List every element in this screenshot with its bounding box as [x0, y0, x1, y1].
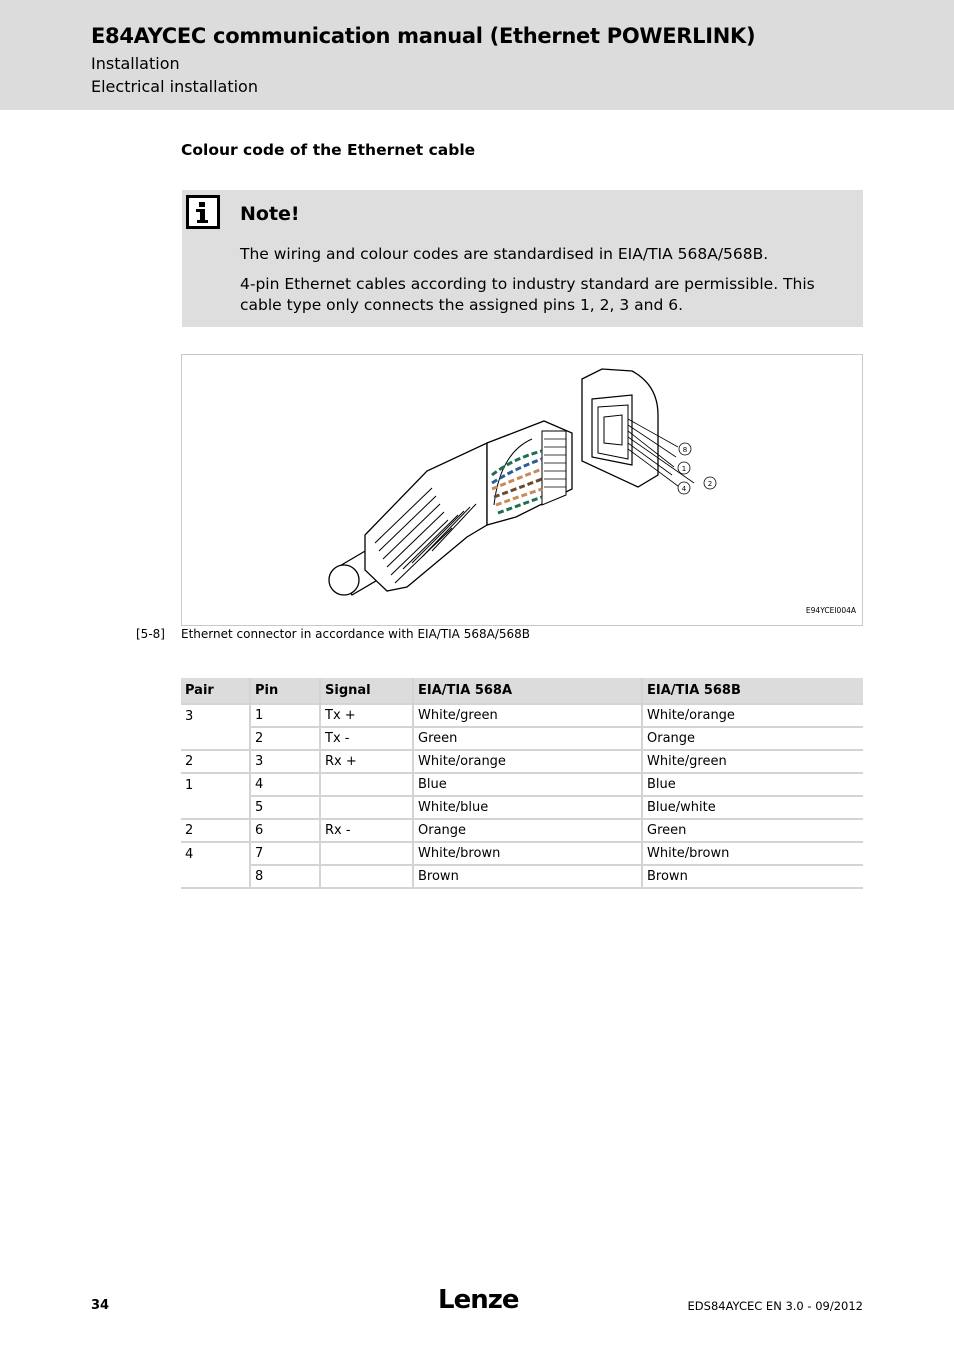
document-reference: EDS84AYCEC EN 3.0 - 09/2012	[687, 1299, 863, 1313]
table-cell: White/brown	[412, 843, 641, 866]
table-cell: 7	[249, 843, 319, 866]
note-title: Note!	[240, 203, 300, 225]
table-row	[181, 774, 863, 797]
ethernet-connector-illustration	[182, 355, 862, 625]
table-cell: White/green	[412, 703, 641, 728]
socket-drawing	[582, 369, 694, 489]
pin-label: 1	[681, 465, 687, 473]
section-heading: Colour code of the Ethernet cable	[181, 141, 476, 159]
table-row	[181, 797, 863, 820]
table-cell: 5	[249, 797, 319, 820]
table-cell	[319, 843, 412, 866]
table-cell: 2	[249, 728, 319, 751]
table-cell: 4	[185, 847, 194, 862]
table-cell: Brown	[412, 866, 641, 889]
column-header: Pair	[181, 678, 249, 703]
lenze-logo: Lenze	[438, 1285, 519, 1315]
table-row	[181, 751, 863, 774]
table-cell: Rx -	[319, 820, 412, 843]
table-cell: Orange	[412, 820, 641, 843]
table-cell: Blue	[412, 774, 641, 797]
table-cell: 3	[249, 751, 319, 774]
table-row	[181, 728, 863, 751]
breadcrumb-section: Electrical installation	[91, 77, 258, 96]
table-cell: Blue	[641, 774, 863, 797]
page-header	[0, 0, 954, 110]
table-cell: Green	[641, 820, 863, 843]
pin-label: 4	[681, 485, 687, 493]
page-number: 34	[91, 1298, 110, 1313]
table-cell: 6	[249, 820, 319, 843]
figure-frame	[181, 354, 863, 626]
table-row	[181, 820, 863, 843]
breadcrumb-chapter: Installation	[91, 54, 180, 73]
figure-id: E94YCEI004A	[805, 606, 856, 615]
note-paragraph: The wiring and colour codes are standardised in EIA/TIA 568A/568B.	[240, 245, 769, 263]
table-row	[181, 866, 863, 889]
table-cell	[319, 797, 412, 820]
table-row	[181, 703, 863, 728]
table-cell: 8	[249, 866, 319, 889]
column-header: Pin	[249, 678, 319, 703]
document-title: E84AYCEC communication manual (Ethernet POWERLINK)	[91, 24, 756, 48]
table-cell: Tx -	[319, 728, 412, 751]
table-cell: 4	[249, 774, 319, 797]
pin-assignment-table	[181, 678, 863, 889]
table-cell	[319, 774, 412, 797]
info-icon	[186, 195, 220, 229]
table-cell: White/blue	[412, 797, 641, 820]
column-header: Signal	[319, 678, 412, 703]
table-cell	[181, 866, 249, 889]
connector-boot-drawing	[365, 443, 487, 591]
table-cell: Tx +	[319, 703, 412, 728]
table-cell: 2	[181, 820, 249, 843]
table-cell: White/brown	[641, 843, 863, 866]
table-cell: Brown	[641, 866, 863, 889]
table-cell	[181, 797, 249, 820]
table-cell: Green	[412, 728, 641, 751]
table-header-row	[181, 678, 863, 703]
note-paragraph: 4-pin Ethernet cables according to industry standard are permissible. This cable type only connects the assigned pins 1, 2, 3 and 6.	[240, 275, 815, 314]
note-box	[182, 190, 863, 327]
pin-label: 2	[707, 480, 713, 488]
pin-label: 8	[682, 446, 688, 454]
table-cell: 3	[181, 703, 249, 728]
table-cell	[181, 728, 249, 751]
table-cell: Orange	[641, 728, 863, 751]
figure-number: [5-8]	[136, 627, 165, 641]
table-cell: White/green	[641, 751, 863, 774]
table-cell: 2	[181, 751, 249, 774]
table-cell: Rx +	[319, 751, 412, 774]
column-header: EIA/TIA 568A	[412, 678, 641, 703]
table-cell: White/orange	[641, 703, 863, 728]
table-cell	[319, 866, 412, 889]
table-cell: 1	[185, 778, 194, 793]
table-cell: White/orange	[412, 751, 641, 774]
table-cell: 1	[249, 703, 319, 728]
table-cell: Blue/white	[641, 797, 863, 820]
column-header: EIA/TIA 568B	[641, 678, 863, 703]
table-row	[181, 843, 863, 866]
figure-caption: Ethernet connector in accordance with EIA/TIA 568A/568B	[181, 627, 531, 641]
